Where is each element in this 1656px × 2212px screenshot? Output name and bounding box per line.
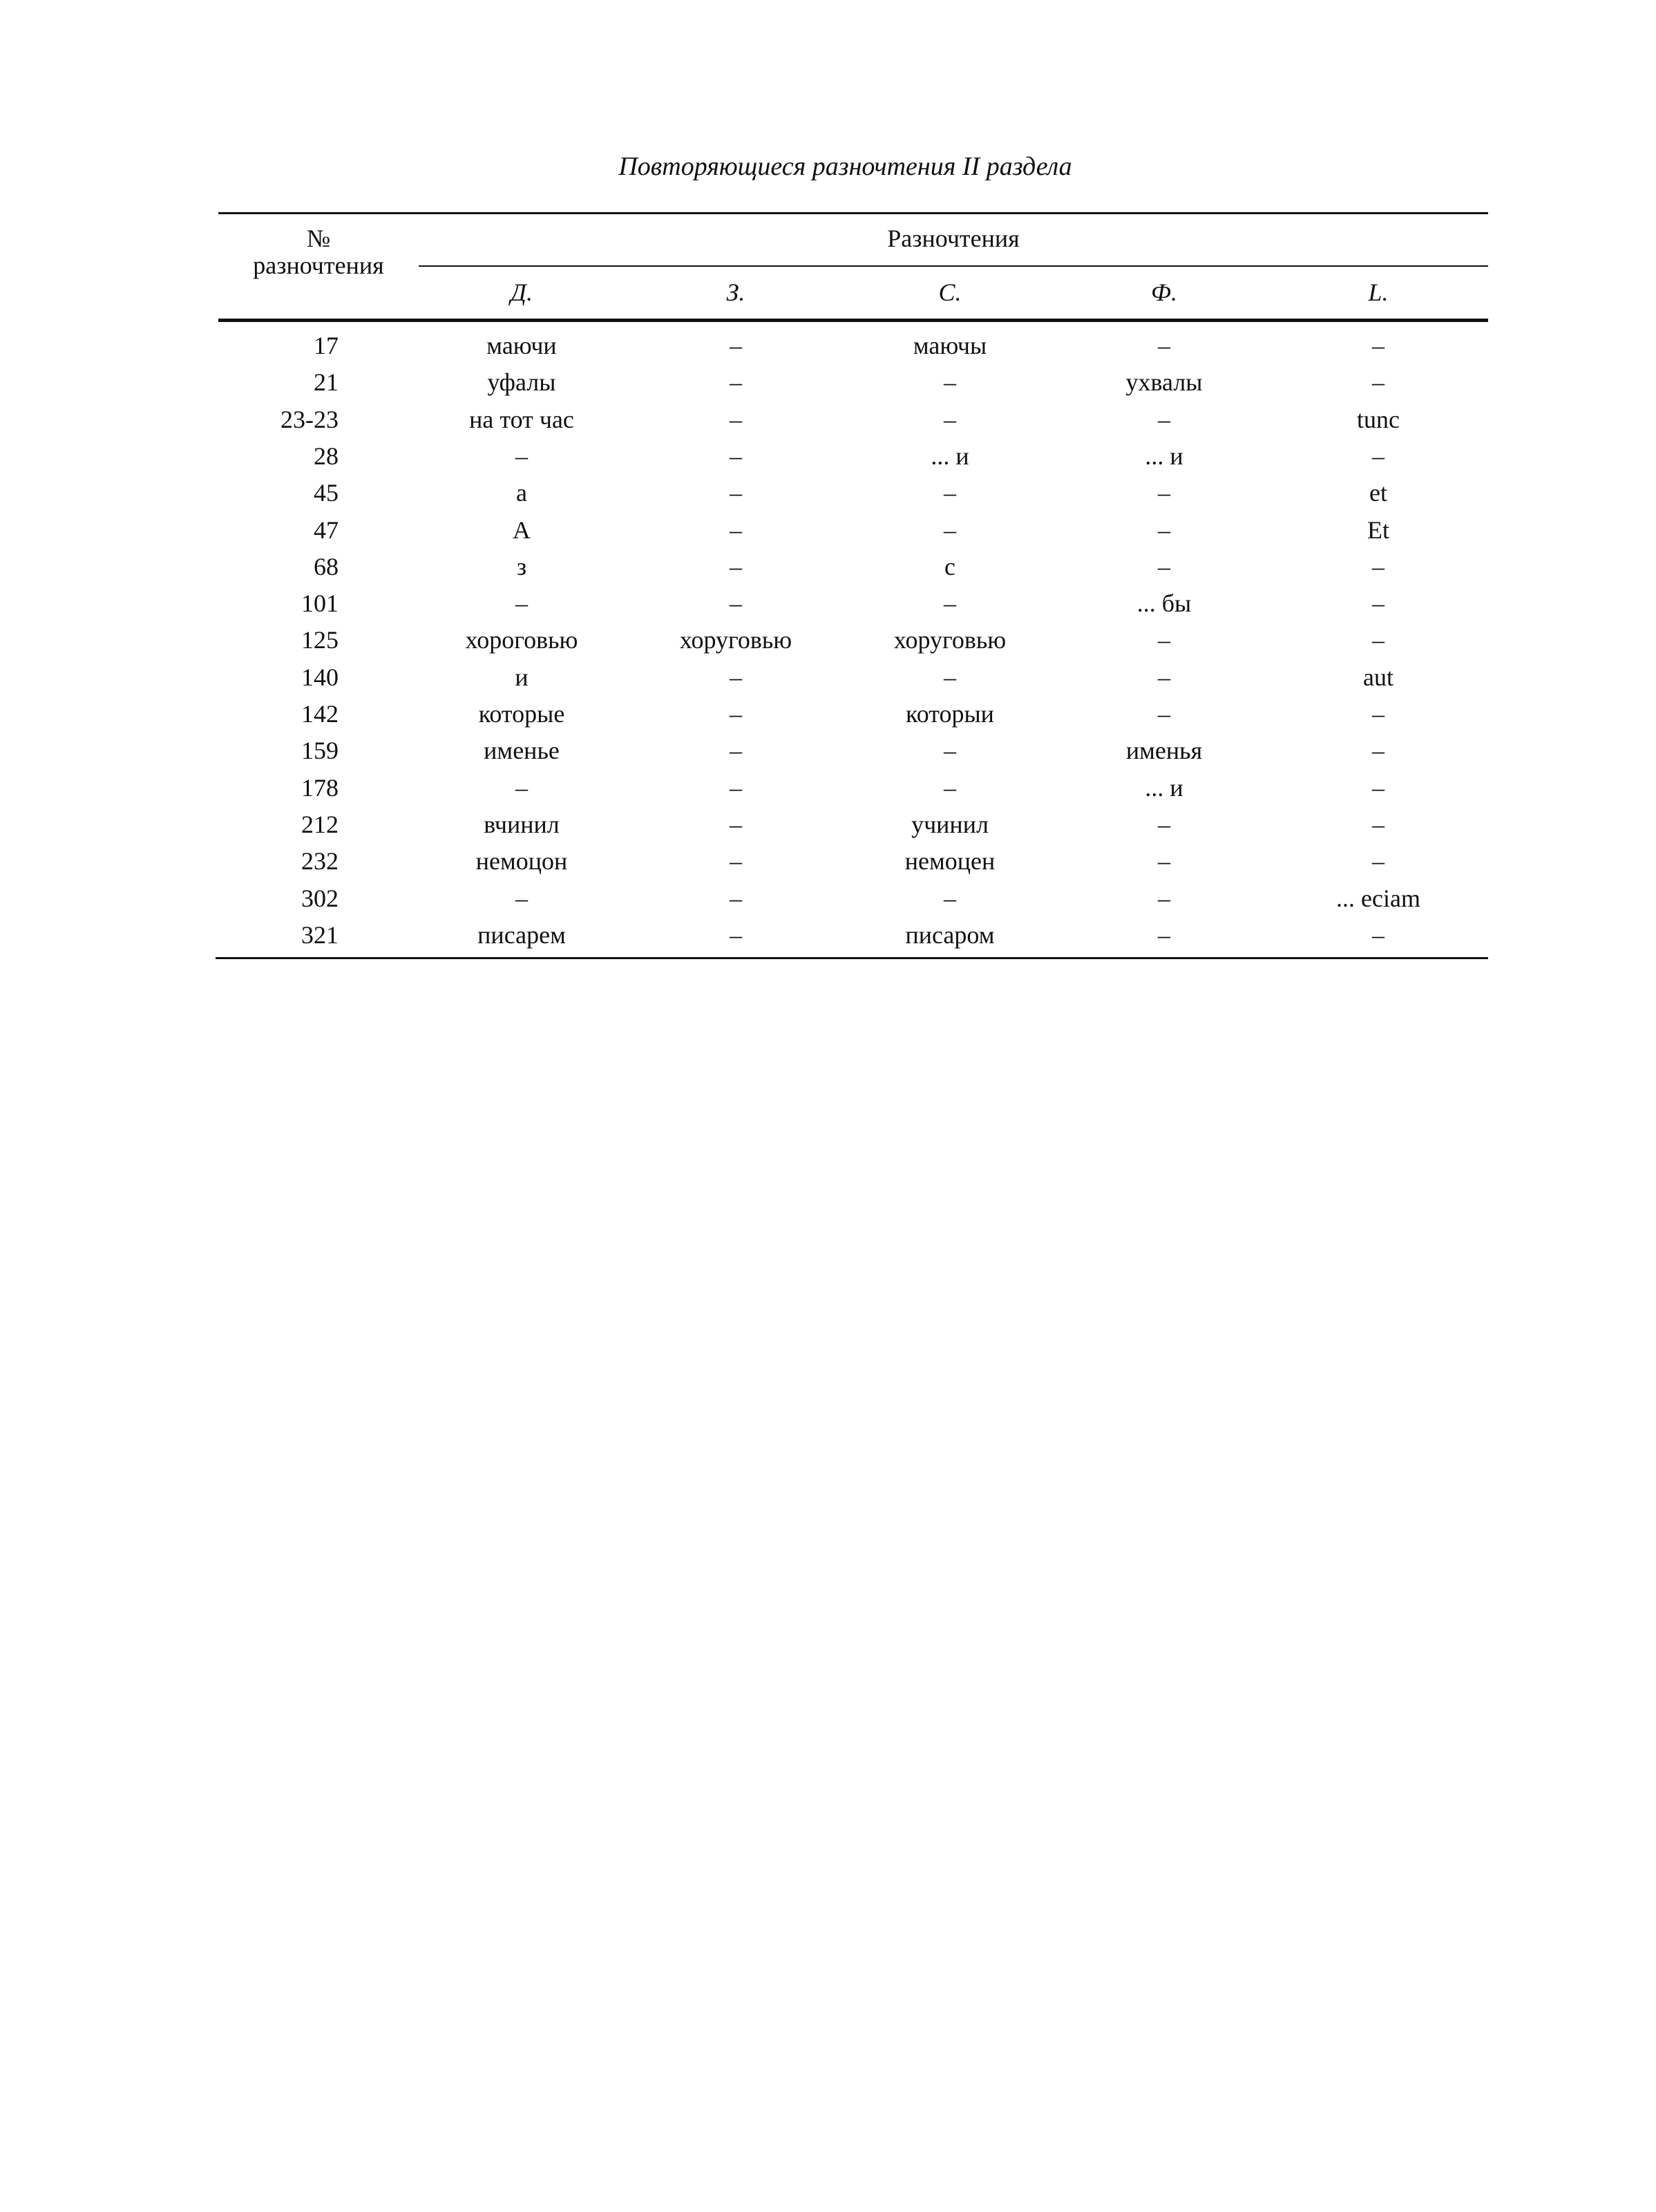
variant-reading-cell: – [1372, 737, 1384, 765]
variant-reading-cell: – [515, 773, 528, 802]
variant-number-cell: 142 [301, 700, 339, 728]
variant-number-cell: 28 [314, 442, 339, 470]
variant-reading-cell: – [1158, 920, 1170, 949]
table-row [0, 512, 1656, 549]
variant-reading-cell: – [1372, 920, 1384, 949]
table-row [0, 806, 1656, 843]
variant-number-cell: 21 [314, 368, 339, 397]
siglum-header: З. [726, 278, 745, 306]
variant-reading-cell: хороговью [465, 626, 578, 654]
variant-reading-cell: – [944, 737, 956, 765]
variant-reading-cell: ухвалы [1125, 368, 1203, 397]
variant-reading-cell: – [1158, 700, 1170, 728]
variant-number-cell: 68 [314, 552, 339, 580]
variant-reading-cell: – [730, 810, 742, 838]
variant-reading-cell: aut [1363, 663, 1393, 691]
variant-reading-cell: et [1369, 479, 1387, 507]
variant-reading-cell: – [730, 589, 742, 618]
variant-reading-cell: – [1158, 552, 1170, 580]
table-row [0, 622, 1656, 659]
variant-reading-cell: – [730, 700, 742, 728]
variant-reading-cell: ... и [1145, 773, 1183, 802]
table-row [0, 475, 1656, 511]
table-row [0, 917, 1656, 954]
variant-number-cell: 125 [301, 626, 339, 654]
variant-reading-cell: уфалы [487, 368, 556, 397]
variant-reading-cell: – [515, 442, 528, 470]
number-column-header-label: разночтения [253, 252, 384, 279]
variant-reading-cell: – [730, 479, 742, 507]
variant-reading-cell: – [730, 368, 742, 397]
variant-number-cell: 23-23 [280, 405, 339, 433]
variant-reading-cell: – [730, 332, 742, 359]
variant-reading-cell: – [1158, 626, 1170, 654]
variant-reading-cell: – [1372, 442, 1384, 470]
table-caption: Повторяющиеся разночтения II раздела [618, 152, 1072, 181]
variant-reading-cell: – [730, 884, 742, 912]
variant-reading-cell: – [1372, 847, 1384, 876]
variant-number-cell: 45 [314, 479, 339, 507]
variant-reading-cell: – [1372, 700, 1384, 728]
variant-reading-cell: з [516, 552, 527, 580]
variant-reading-cell: – [1158, 405, 1170, 433]
table-row [0, 585, 1656, 622]
table-row [0, 843, 1656, 880]
variant-reading-cell: – [944, 368, 956, 397]
variant-reading-cell: – [944, 773, 956, 802]
variant-reading-cell: – [1158, 884, 1170, 912]
variant-reading-cell: – [1158, 516, 1170, 544]
table-top-rule [218, 212, 1488, 214]
variant-number-cell: 212 [301, 810, 339, 838]
variant-reading-cell: именье [484, 737, 560, 765]
header-bottom-rule [218, 319, 1488, 322]
siglum-header: L. [1368, 278, 1389, 306]
variant-reading-cell: – [944, 589, 956, 618]
variant-reading-cell: немоцен [904, 847, 996, 876]
variant-reading-cell: – [515, 884, 528, 912]
variant-reading-cell: маючы [913, 332, 987, 359]
variant-number-cell: 101 [301, 589, 339, 618]
variant-reading-cell: – [730, 516, 742, 544]
variant-number-cell: 178 [301, 773, 339, 802]
variant-reading-cell: А [513, 516, 531, 544]
variant-reading-cell: и [515, 663, 529, 691]
variant-reading-cell: которыи [906, 700, 994, 728]
variant-reading-cell: – [1158, 810, 1170, 838]
variant-reading-cell: – [944, 516, 956, 544]
variant-reading-cell: вчинил [484, 810, 560, 838]
group-header-rule [419, 265, 1488, 267]
variant-reading-cell: – [944, 405, 956, 433]
variant-reading-cell: – [730, 737, 742, 765]
variant-reading-cell: учинил [911, 810, 989, 838]
variant-reading-cell: Et [1367, 516, 1389, 544]
table-row [0, 438, 1656, 475]
variant-reading-cell: – [1158, 332, 1170, 359]
variant-reading-cell: – [1372, 589, 1384, 618]
variant-reading-cell: хоруговью [679, 626, 792, 654]
variant-reading-cell: а [516, 479, 527, 507]
variant-reading-cell: – [1372, 810, 1384, 838]
table-row [0, 401, 1656, 438]
variant-number-cell: 302 [301, 884, 339, 912]
table-row [0, 328, 1656, 364]
table-row [0, 880, 1656, 917]
variant-reading-cell: хоруговью [893, 626, 1007, 654]
variant-reading-cell: которые [478, 700, 565, 728]
variant-reading-cell: – [730, 920, 742, 949]
variant-reading-cell: – [1372, 626, 1384, 654]
variant-reading-cell: – [944, 884, 956, 912]
siglum-header: Д. [511, 278, 533, 306]
siglum-header: Ф. [1151, 278, 1177, 306]
variant-reading-cell: с [944, 552, 955, 580]
variant-reading-cell: ... и [1145, 442, 1183, 470]
variant-number-cell: 47 [314, 516, 339, 544]
variant-reading-cell: – [730, 405, 742, 433]
variant-reading-cell: – [944, 663, 956, 691]
table-row [0, 364, 1656, 401]
table-row [0, 549, 1656, 585]
variant-reading-cell: – [730, 552, 742, 580]
variant-reading-cell: – [1158, 479, 1170, 507]
variants-group-header: Разночтения [887, 225, 1020, 252]
table-bottom-rule [216, 957, 1488, 959]
table-row [0, 659, 1656, 696]
variant-reading-cell: маючи [486, 332, 557, 359]
variant-reading-cell: – [1372, 773, 1384, 802]
variant-reading-cell: – [515, 589, 528, 618]
variant-reading-cell: – [730, 847, 742, 876]
variant-reading-cell: ... eciam [1336, 884, 1420, 912]
number-column-header-sign: № [306, 225, 331, 252]
variant-reading-cell: – [730, 663, 742, 691]
table-row [0, 696, 1656, 732]
variant-number-cell: 17 [314, 332, 339, 359]
variant-reading-cell: немоцон [475, 847, 568, 876]
variant-reading-cell: писарем [477, 920, 566, 949]
siglum-header: С. [938, 278, 962, 306]
variant-reading-cell: – [1372, 552, 1384, 580]
variant-reading-cell: – [1372, 332, 1384, 359]
variant-reading-cell: – [1372, 368, 1384, 397]
variant-reading-cell: – [944, 479, 956, 507]
variant-reading-cell: – [730, 773, 742, 802]
variant-reading-cell: ... бы [1136, 589, 1192, 618]
variant-reading-cell: ... и [931, 442, 969, 470]
table-row [0, 770, 1656, 806]
variant-number-cell: 321 [301, 920, 339, 949]
variant-number-cell: 159 [301, 737, 339, 765]
variant-reading-cell: писаром [905, 920, 995, 949]
variant-reading-cell: – [1158, 847, 1170, 876]
variant-reading-cell: именья [1125, 737, 1203, 765]
table-row [0, 732, 1656, 769]
variant-reading-cell: – [1158, 663, 1170, 691]
variant-reading-cell: – [730, 442, 742, 470]
variant-number-cell: 232 [301, 847, 339, 876]
variant-number-cell: 140 [301, 663, 339, 691]
variant-reading-cell: на тот час [469, 405, 574, 433]
variant-reading-cell: tunc [1357, 405, 1400, 433]
